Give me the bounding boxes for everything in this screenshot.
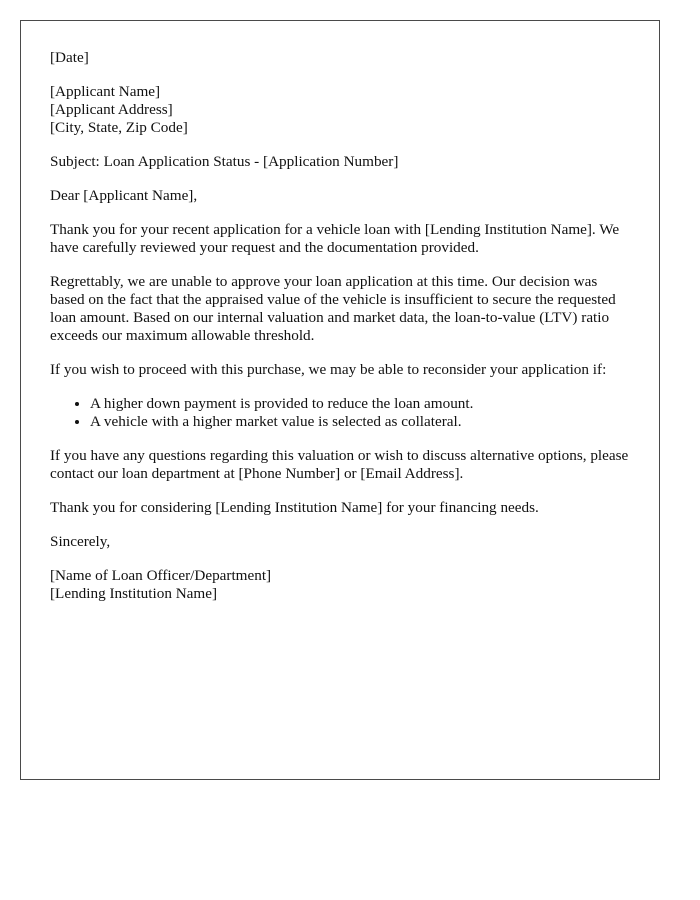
paragraph-thanks: Thank you for considering [Lending Institution Name] for your financing needs. — [50, 499, 539, 516]
paragraph-decision: Regrettably, we are unable to approve your loan application at this time. Our decision was based on the fact that the appraised value of the vehicle is insufficient to secure the requested loan amount. Based on our internal valuation and market data, the loan-to-value (LTV) ratio exceeds our maximum allowable threshold. — [50, 273, 616, 344]
recipient-block — [50, 83, 635, 137]
letter-subject: Subject: Loan Application Status - [Application Number] — [50, 153, 399, 170]
paragraph-contact: If you have any questions regarding this valuation or wish to discuss alternative options, please contact our loan department at [Phone Number] or [Email Address]. — [50, 447, 629, 482]
signature-officer: [Name of Loan Officer/Department] — [50, 567, 272, 584]
signature-institution: [Lending Institution Name] — [50, 585, 218, 602]
letter-closing: Sincerely, — [50, 533, 111, 550]
paragraph-reconsider: If you wish to proceed with this purchase, we may be able to reconsider your application if: — [50, 361, 607, 378]
letter-salutation: Dear [Applicant Name], — [50, 187, 198, 204]
letter-date: [Date] — [50, 49, 89, 66]
option-item: • A higher down payment is provided to reduce the loan amount. — [90, 395, 635, 413]
options-list — [50, 395, 635, 431]
letter-body — [50, 49, 635, 619]
recipient-city-state-zip: [City, State, Zip Code] — [50, 119, 188, 136]
recipient-address: [Applicant Address] — [50, 101, 173, 118]
paragraph-intro: Thank you for your recent application for a vehicle loan with [Lending Institution Name]. We have carefully reviewed your request and the documentation provided. — [50, 221, 620, 256]
option-item: • A vehicle with a higher market value is selected as collateral. — [90, 413, 635, 431]
letter-page — [20, 20, 660, 780]
signature-block — [50, 567, 635, 603]
recipient-name: [Applicant Name] — [50, 83, 161, 100]
